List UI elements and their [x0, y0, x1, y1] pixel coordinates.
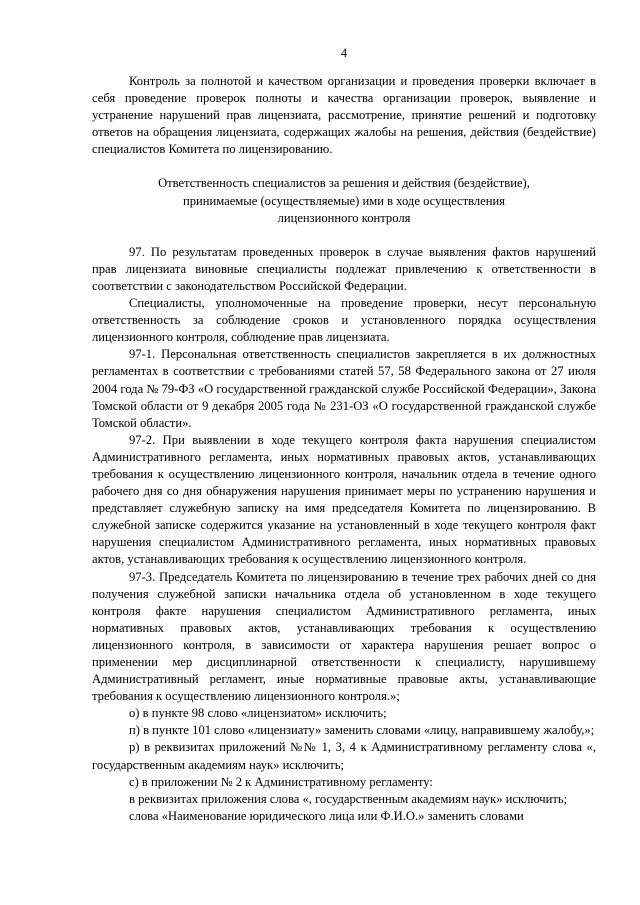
section-heading-line-1: Ответственность специалистов за решения и действия (бездействие),: [158, 176, 530, 191]
document-body: [92, 73, 596, 825]
section-heading-line-3: лицензионного контроля: [277, 210, 411, 225]
paragraph-97: 97. По результатам проведенных проверок в случае выявления фактов нарушений прав лицензиата виновные специалисты подлежат привлечению к ответственности в соответствии с законодательством Российской Федерации.: [92, 244, 596, 293]
paragraph-97-3: 97-3. Председатель Комитета по лицензированию в течение трех рабочих дней со дня получения служебной записки начальника отдела об установленном в ходе текущего контроля факте нарушения специалистом Административного регламента, иных нормативных правовых актов, устанавливающих требования к осуществлению лицензионного контроля, в зависимости от характера нарушения решает вопрос о применении мер дисциплинарной ответственности к специалисту, нарушившему Административный регламент, иные нормативные правовые акты, устанавливающие требования к осуществлению лицензионного контроля.»;: [92, 569, 596, 704]
paragraph-item-o: о) в пункте 98 слово «лицензиатом» исключить;: [129, 706, 387, 721]
paragraph-control-scope: Контроль за полнотой и качеством организации и проведения проверки включает в себя проведение проверок полноты и качества организации проверок, выявление и устранение нарушений прав лицензиата, рассмотрение, принятие решений и подготовку ответов на обращения лицензиата, содержащих жалобы на решения, действия (бездействие) специалистов Комитета по лицензированию.: [92, 74, 596, 157]
paragraph-words-replace: слова «Наименование юридического лица или Ф.И.О.» заменить словами: [129, 808, 524, 823]
paragraph-item-p: п) в пункте 101 слово «лицензиату» заменить словами «лицу, направившему жалобу,»;: [129, 723, 595, 738]
paragraph-requisites: в реквизитах приложения слова «, государственным академиям наук» исключить;: [129, 791, 568, 806]
page-number: 4: [340, 46, 348, 60]
section-heading-line-2: принимаемые (осуществляемые) ими в ходе осуществления: [182, 193, 506, 208]
section-heading: [92, 175, 596, 226]
paragraph-97-1: 97-1. Персональная ответственность специалистов закрепляется в их должностных регламентах в соответствии с требованиями статей 57, 58 Федерального закона от 27 июля 2004 года № 79-ФЗ «О государственной гражданской службе Российской Федерации», Закона Томской области от 9 декабря 2005 года № 231-ОЗ «О государственной гражданской службе Томской области».: [92, 347, 596, 430]
paragraph-97-2: 97-2. При выявлении в ходе текущего контроля факта нарушения специалистом Административного регламента, иных нормативных правовых актов, устанавливающих требования к осуществлению лицензионного контроля, начальник отдела в течение одного рабочего дня со дня обнаружения нарушения принимает меры по устранению нарушения и представляет служебную записку на имя председателя Комитета по лицензированию. В служебной записке содержится указание на установленный в ходе текущего контроля факт нарушения специалистом Административного регламента, иных нормативных правовых актов, устанавливающих требования к осуществлению лицензионного контроля.: [92, 432, 596, 567]
paragraph-specialists-responsibility: Специалисты, уполномоченные на проведение проверки, несут персональную ответственность за соблюдение сроков и установленного порядка осуществления лицензионного контроля, соблюдение прав лицензиата.: [92, 296, 596, 345]
paragraph-item-s: с) в приложении № 2 к Административному регламенту:: [129, 774, 433, 789]
paragraph-item-r: р) в реквизитах приложений №№ 1, 3, 4 к Административному регламенту слова «, государственным академиям наук» исключить;: [92, 740, 596, 772]
